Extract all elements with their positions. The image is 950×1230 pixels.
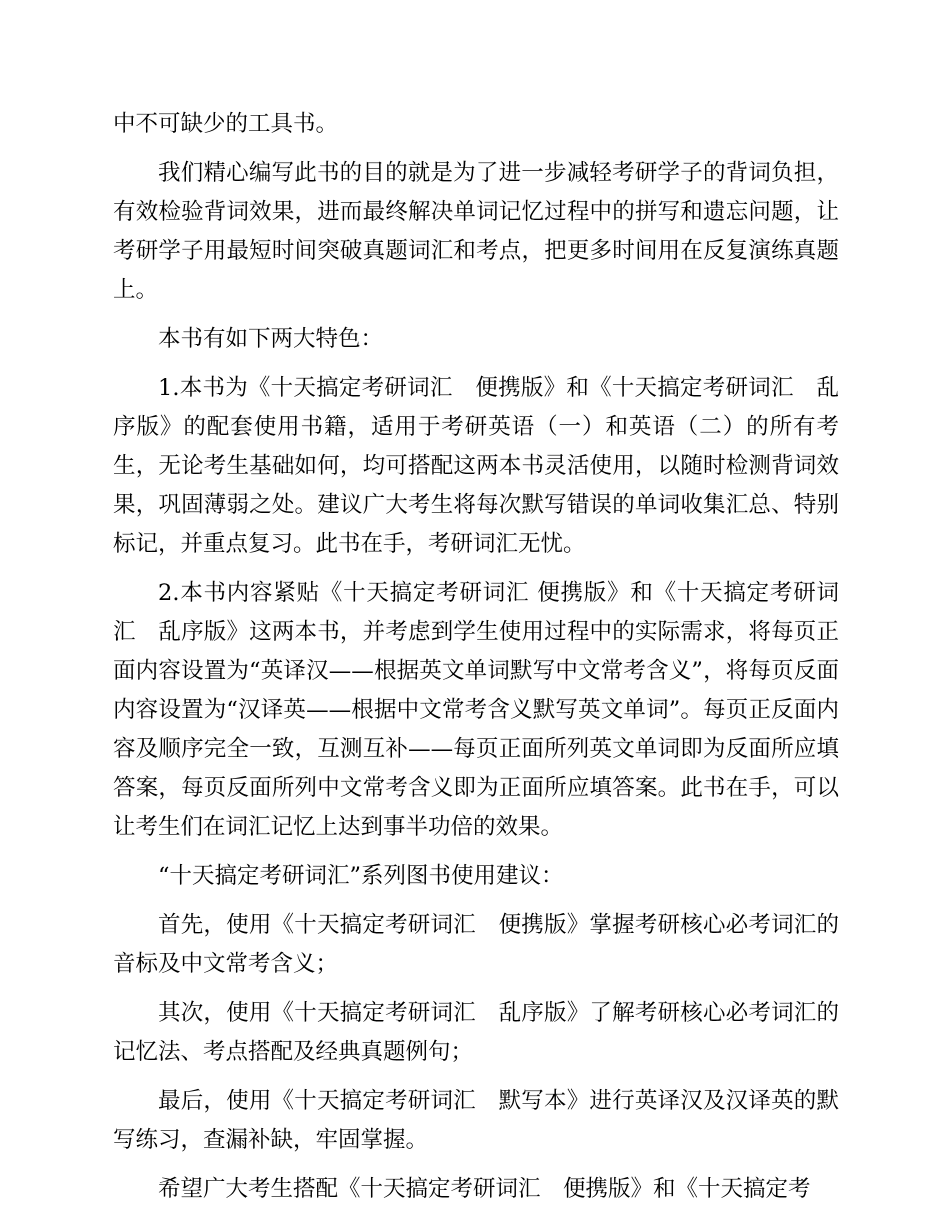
paragraph-step-second: 其次，使用《十天搞定考研词汇 乱序版》了解考研核心必考词汇的记忆法、考点搭配及经典真题例句； (113, 1000, 839, 1065)
paragraph-closing: 希望广大考生搭配《十天搞定考研词汇 便携版》和《十天搞定考 (158, 1176, 811, 1202)
paragraph-step-last: 最后，使用《十天搞定考研词汇 默写本》进行英译汉及汉译英的默写练习，查漏补缺，牢固掌握。 (113, 1088, 839, 1153)
paragraph-usage-heading: “十天搞定考研词汇”系列图书使用建议： (158, 863, 564, 889)
paragraph-continuation: 中不可缺少的工具书。 (113, 111, 339, 137)
paragraph-features-intro: 本书有如下两大特色： (158, 326, 384, 352)
paragraph-feature-1: 1.本书为《十天搞定考研词汇 便携版》和《十天搞定考研词汇 乱序版》的配套使用书籍，适用于考研英语（一）和英语（二）的所有考生，无论考生基础如何，均可搭配这两本书灵活使用，以随时检测背词效果，巩固薄弱之处。建议广大考生将每次默写错误的单词收集汇总、特别标记，并重点复习。此书在手，考研词汇无忧。 (113, 375, 839, 557)
paragraph-feature-2: 2.本书内容紧贴《十天搞定考研词汇 便携版》和《十天搞定考研词汇 乱序版》这两本书，并考虑到学生使用过程中的实际需求，将每页正面内容设置为“英译汉——根据英文单词默写中文常考含义”，将每页反面内容设置为“汉译英——根据中文常考含义默写英文单词”。每页正反面内容及顺序完全一致，互测互补——每页正面所列英文单词即为反面所应填答案，每页反面所列中文常考含义即为正面所应填答案。此书在手，可以让考生们在词汇记忆上达到事半功倍的效果。 (113, 580, 839, 840)
paragraph-purpose: 我们精心编写此书的目的就是为了进一步减轻考研学子的背词负担，有效检验背词效果，进而最终解决单词记忆过程中的拼写和遗忘问题，让考研学子用最短时间突破真题词汇和考点，把更多时间用在反复演练真题上。 (113, 160, 839, 303)
document-page (113, 105, 839, 1219)
paragraph-step-first: 首先，使用《十天搞定考研词汇 便携版》掌握考研核心必考词汇的音标及中文常考含义； (113, 912, 839, 977)
